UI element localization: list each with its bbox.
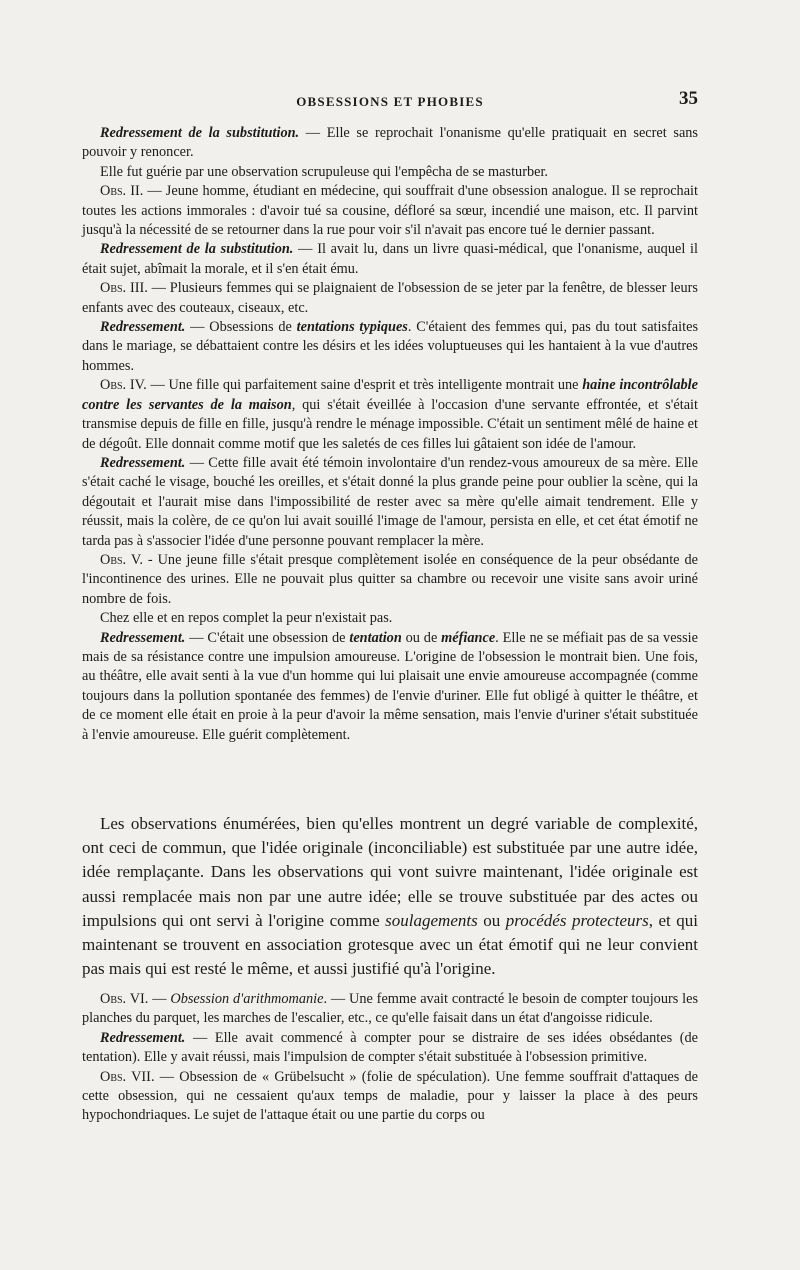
paragraph-text: — Il avait lu, dans un livre quasi-médical, que l'onanisme, auquel il était sujet, abîmait la morale, et il s'en était ému. xyxy=(82,241,698,277)
paragraph xyxy=(82,376,698,454)
paragraph-text: — C'était une obsession de xyxy=(185,629,350,646)
paragraph-text: ou xyxy=(477,910,506,930)
paragraph xyxy=(82,551,698,609)
italic-term: tentation xyxy=(349,629,402,646)
paragraph xyxy=(82,279,698,318)
paragraph xyxy=(82,124,698,163)
paragraph-lead: Redressement. xyxy=(100,629,186,646)
italic-term: méfiance xyxy=(441,629,496,646)
paragraph-text: — Elle avait commencé à compter pour se distraire de ses idées obsédantes (de tentation). Elle y avait réussi, mais l'impulsion de compter s'était substituée à l'obsession primitive. xyxy=(82,1029,698,1066)
paragraph-lead: Redressement de la substitution. xyxy=(100,125,300,141)
paragraph-text: - Une jeune fille s'était presque complètement isolée en conséquence de la peur obsédante de l'incontinence des urines. Elle ne pouvait plus quitter sa chambre ou recevoir une visite sans avoir uriné nombre de fois. xyxy=(82,551,698,607)
discussion-paragraph xyxy=(82,812,698,981)
paragraph-lead: Redressement. xyxy=(100,454,186,471)
paragraph xyxy=(82,1029,698,1068)
paragraph xyxy=(82,240,698,279)
italic-term: soulagements xyxy=(385,910,478,930)
paragraph xyxy=(82,990,698,1029)
paragraph-text: Les observations énumérées, bien qu'elles montrent un degré variable de complexité, ont ceci de commun, que l'idée originale (inconciliable) est substituée par une autre idée, idée remplaçante. Dans les observations qui vont suivre maintenant, l'idée originale est aussi remplacée mais non par une autre idée; elle se trouve substituée par des actes ou impulsions qui ont servi à l'origine comme xyxy=(82,814,698,930)
observations-block-2 xyxy=(82,990,698,1126)
paragraph xyxy=(82,182,698,240)
observation-label: Obs. VI. xyxy=(100,991,149,1007)
paragraph-text: ou de xyxy=(401,629,442,646)
italic-term: procédés protecteurs xyxy=(505,910,649,930)
running-title: OBSESSIONS ET PHOBIES xyxy=(296,94,484,109)
paragraph-text: Chez elle et en repos complet la peur n'existait pas. xyxy=(100,610,393,627)
paragraph-text: , qui s'était éveillée à l'occasion d'une servante effrontée, et s'était transmise depuis de fille en fille, jusqu'à rendre le ménage impossible. C'était un sentiment mêlé de haine et de dégoût. Elle donnait comme motif que les saletés de ces filles lui gâtaient son idée de l'amour. xyxy=(82,396,698,452)
paragraph-text: — Obsession de « Grübelsucht » (folie de spéculation). Une femme souffrait d'attaques de cette obsession, qui ne cessaient qu'aux temps de maladie, pour y laisser la place à des peurs hypochondriaques. Le sujet de l'attaque était ou une partie du corps ou xyxy=(82,1068,698,1124)
observation-label: Obs. II. xyxy=(100,183,144,200)
paragraph xyxy=(82,812,698,981)
paragraph-text: — Une fille qui parfaitement saine d'esprit et très intelligente montrait une xyxy=(146,377,583,394)
paragraph xyxy=(82,609,698,628)
paragraph xyxy=(82,1068,698,1126)
paragraph-text: . Elle ne se méfiait pas de sa vessie mais de sa résistance contre une impulsion amoureuse. L'origine de l'obsession le montrait bien. Une fois, au théâtre, elle avait senti à la vue d'un homme qui lui plaisait une envie amoureuse accompagnée (comme toujours dans la pollution spontanée des femmes) de l'envie d'uriner. Elle fut obligé à quitter le théâtre, et de ce moment elle était en proie à la peur d'avoir la même sensation, mais l'envie d'uriner s'était substituée à l'envie amoureuse. Elle guérit complètement. xyxy=(82,629,698,743)
paragraph-text: , et qui maintenant se trouvent en association grotesque avec un état émotif qui ne leur convient pas mais qui est resté le même, et aussi justifié qu'à l'origine. xyxy=(82,910,699,979)
observation-label: Obs. III. xyxy=(100,280,148,297)
paragraph xyxy=(82,318,698,376)
paragraph xyxy=(82,163,698,182)
paragraph-text: — xyxy=(148,991,171,1007)
paragraph-lead: Redressement de la substitution. xyxy=(100,241,294,258)
italic-term: haine incontrôlable contre les servantes de la maison xyxy=(82,377,698,413)
observation-label: Obs. IV. xyxy=(100,377,147,394)
italic-term: tentations typiques xyxy=(296,319,408,336)
page-header xyxy=(82,88,698,112)
paragraph-text: — Elle se reprochait l'onanisme qu'elle pratiquait en secret sans pouvoir y renoncer. xyxy=(82,125,698,161)
paragraph-text: Elle fut guérie par une observation scrupuleuse qui l'empêcha de se masturber. xyxy=(100,163,549,180)
observations-block-1 xyxy=(82,124,698,745)
paragraph-text: — Cette fille avait été témoin involontaire d'un rendez-vous amoureux de sa mère. Elle s'était caché le visage, bouché les oreilles, et s'était donné la plus grande peine pour oublier la scène, qui la dégoutait et l'aurait mise dans l'impossibilité de rester avec sa mère qu'elle aimait tendrement. Elle y réussit, mais la colère, de ce qu'on lui avait souillé l'image de l'amour, persista en elle, et cet état émotif ne tarda pas à s'associer l'idée d'une personne pouvant remplacer la mère. xyxy=(82,454,698,549)
paragraph-text: . C'étaient des femmes qui, pas du tout satisfaites dans le mariage, se débattaient contre les désirs et les idées voluptueuses qui les hantaient à la vue d'autres hommes. xyxy=(82,319,699,374)
paragraph-text: — Obsessions de xyxy=(185,319,297,336)
paragraph-text: — Plusieurs femmes qui se plaignaient de l'obsession de se jeter par la fenêtre, de blesser leurs enfants avec des couteaux, ciseaux, etc. xyxy=(82,280,698,316)
paragraph-text: . — Une femme avait contracté le besoin de compter toujours les planches du parquet, les marches de l'escalier, etc., ce qu'elle faisait dans un état d'angoisse ridicule. xyxy=(82,991,699,1027)
paragraph-lead: Redressement. xyxy=(100,319,186,336)
paragraph-lead: Redressement. xyxy=(100,1029,186,1046)
paragraph-text: — Jeune homme, étudiant en médecine, qui souffrait d'une obsession analogue. Il se reprochait toutes les actions immorales : d'avoir tué sa cousine, défloré sa sœur, incendié une maison, etc. Il parvint jusqu'à la nécessité de se retourner dans la rue pour voir s'il n'avait pas encore tué le dernier passant. xyxy=(82,183,698,239)
page-number: 35 xyxy=(679,88,698,109)
italic-term: Obsession d'arithmomanie xyxy=(170,991,324,1007)
paragraph xyxy=(82,454,698,551)
paragraph xyxy=(82,629,698,745)
observation-label: Obs. VII. xyxy=(100,1068,155,1085)
observation-label: Obs. V. xyxy=(100,551,143,568)
